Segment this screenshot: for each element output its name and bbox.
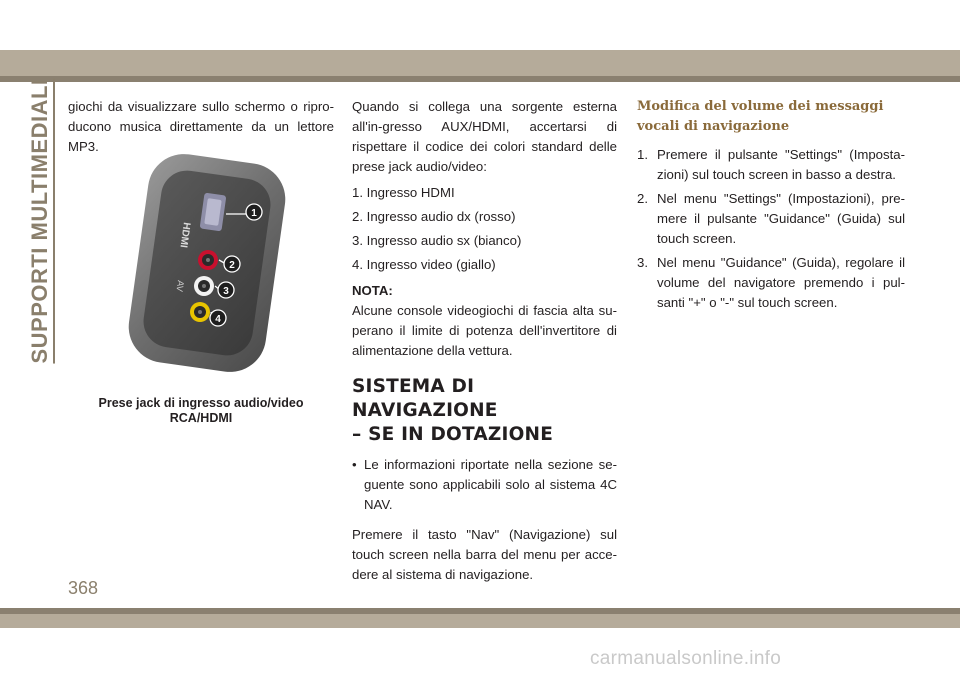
svg-text:1: 1 [251,208,257,219]
svg-text:2: 2 [229,260,235,271]
svg-text:3: 3 [223,286,229,297]
figure-caption-line1: Prese jack di ingresso audio/video [98,396,304,410]
step-item [637,189,905,249]
white-jack-icon [194,276,214,296]
section-side-tab-label: SUPPORTI MULTIMEDIALI [27,78,55,363]
callout-2 [224,256,240,272]
step-item [637,253,905,313]
section-heading-line2: – SE IN DOTAZIONE [352,424,554,445]
watermark: carmanualsonline.info [590,648,782,669]
figure-caption [68,396,334,426]
note-text: Alcune console videogiochi di fascia alta su-perano il limite di potenza dell'invertitore di alimentazione della vettura. [352,303,617,358]
list-item: 2. Ingresso audio dx (rosso) [352,209,516,224]
jack-panel-figure [128,152,288,382]
footer-band [0,614,960,628]
step-text: Nel menu "Settings" (Impostazioni), pre-mere il pulsante "Guidance" (Guida) sul touch screen. [657,191,905,246]
callout-3 [218,282,234,298]
subsection-heading: Modifica del volume dei messaggi vocali di navigazione [637,99,884,134]
nav-paragraph: Premere il tasto "Nav" (Navigazione) sul touch screen nella barra del menu per acce-dere al sistema di navigazione. [352,527,617,582]
aux-intro-paragraph: Quando si collega una sorgente esterna all'in-gresso AUX/HDMI, accertarsi di rispettare il codice dei colori standard delle prese jack audio/video: [352,99,617,174]
bullet-item [352,455,617,515]
step-item [637,145,905,185]
hdmi-label: HDMI [177,221,192,249]
bullet-text: Le informazioni riportate nella sezione se-guente sono applicabili solo al sistema 4C NAV. [364,457,617,512]
header-rule [0,76,960,82]
step-text: Nel menu "Guidance" (Guida), regolare il volume del navigatore premendo i pul-santi "+" o "-" sul touch screen. [657,255,905,310]
section-side-tab [27,78,54,364]
callout-1 [246,204,262,220]
step-number: 3. [637,255,648,270]
section-heading [352,375,617,447]
step-number: 1. [637,147,648,162]
callout-4 [210,310,226,326]
svg-text:4: 4 [215,314,221,325]
red-jack-icon [198,250,218,270]
page-number: 368 [68,578,99,598]
yellow-jack-icon [190,302,210,322]
jack-color-list [352,183,617,275]
steps-list [637,145,905,313]
section-heading-line1: SISTEMA DI NAVIGAZIONE [352,376,498,421]
column-3 [637,97,905,317]
figure-caption-line2: RCA/HDMI [169,411,233,425]
list-item: 4. Ingresso video (giallo) [352,257,496,272]
intro-paragraph: giochi da visualizzare sullo schermo o ripro-ducono musica direttamente da un lettore MP3. [68,99,334,154]
bullet-icon: • [352,457,357,472]
list-item: 3. Ingresso audio sx (bianco) [352,233,522,248]
column-2 [352,97,617,585]
step-text: Premere il pulsante "Settings" (Imposta-zioni) sul touch screen in basso a destra. [657,147,905,182]
column-1 [68,97,334,157]
list-item: 1. Ingresso HDMI [352,185,455,200]
note-title: NOTA: [352,283,393,298]
av-label: AV [174,279,186,293]
step-number: 2. [637,191,648,206]
header-band [0,50,960,76]
jack-panel-illustration [128,152,288,382]
